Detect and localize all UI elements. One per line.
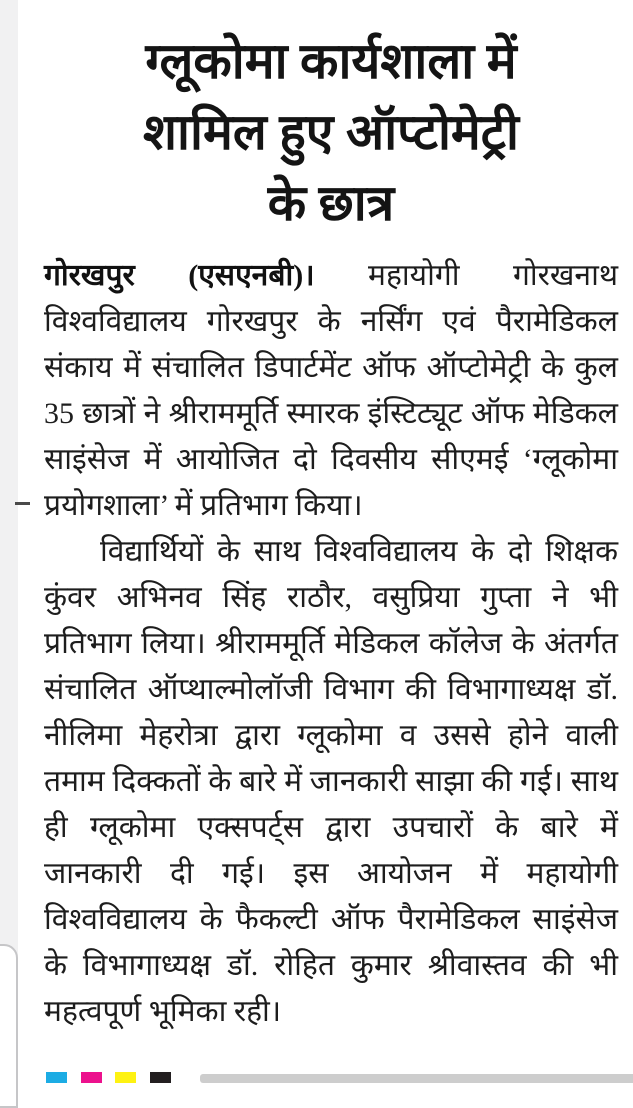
paragraph-1-text: महायोगी गोरखनाथ विश्वविद्यालय गोरखपुर के नर्सिंग एवं पैरामेडिकल संकाय में संचालित डिपार्टमेंट ऑफ ऑप्टोमेट्री के कुल 35 छात्रों ने श्रीराममूर्ति स्मारक इंस्टिट्यूट ऑफ मेडिकल साइंसेज में आयोजित दो दिवसीय सीएमई ‘ग्लूकोमा प्रयोगशाला’ में प्रतिभाग किया। bbox=[44, 259, 619, 522]
article-body bbox=[44, 239, 618, 1035]
paragraph-1 bbox=[44, 253, 618, 529]
registration-square-magenta bbox=[81, 1072, 102, 1083]
article-page bbox=[44, 0, 618, 1083]
bottom-gray-rule bbox=[200, 1074, 633, 1083]
scan-left-margin-strip bbox=[0, 0, 18, 1083]
viewer-corner-card bbox=[0, 944, 18, 1108]
registration-square-yellow bbox=[115, 1072, 136, 1083]
headline-line-2: शामिल हुए ऑप्टोमेट्री bbox=[143, 104, 519, 160]
headline-line-3: के छात्र bbox=[267, 175, 395, 231]
article-headline bbox=[44, 0, 618, 239]
paragraph-2: विद्यार्थियों के साथ विश्वविद्यालय के दो शिक्षक कुंवर अभिनव सिंह राठौर, वसुप्रिया गुप्ता ने भी प्रतिभाग लिया। श्रीराममूर्ति मेडिकल कॉलेज के अंतर्गत संचालित ऑप्थाल्मोलॉजी विभाग की विभागाध्यक्ष डॉ. नीलिमा मेहरोत्रा द्वारा ग्लूकोमा व उससे होने वाली तमाम दिक्कतों के बारे में जानकारी साझा की गई। साथ ही ग्लूकोमा एक्सपर्ट्स द्वारा उपचारों के बारे में जानकारी दी गई। इस आयोजन में महायोगी विश्वविद्यालय के फैकल्टी ऑफ पैरामेडिकल साइंसेज के विभागाध्यक्ष डॉ. रोहित कुमार श्रीवास्तव की भी महत्वपूर्ण भूमिका रही। bbox=[44, 535, 618, 1028]
registration-square-cyan bbox=[46, 1072, 67, 1083]
dateline: गोरखपुर (एसएनबी)। bbox=[44, 259, 369, 292]
registration-square-black bbox=[150, 1072, 171, 1083]
headline-line-1: ग्लूकोमा कार्यशाला में bbox=[145, 33, 517, 89]
margin-dash-mark bbox=[15, 502, 30, 505]
